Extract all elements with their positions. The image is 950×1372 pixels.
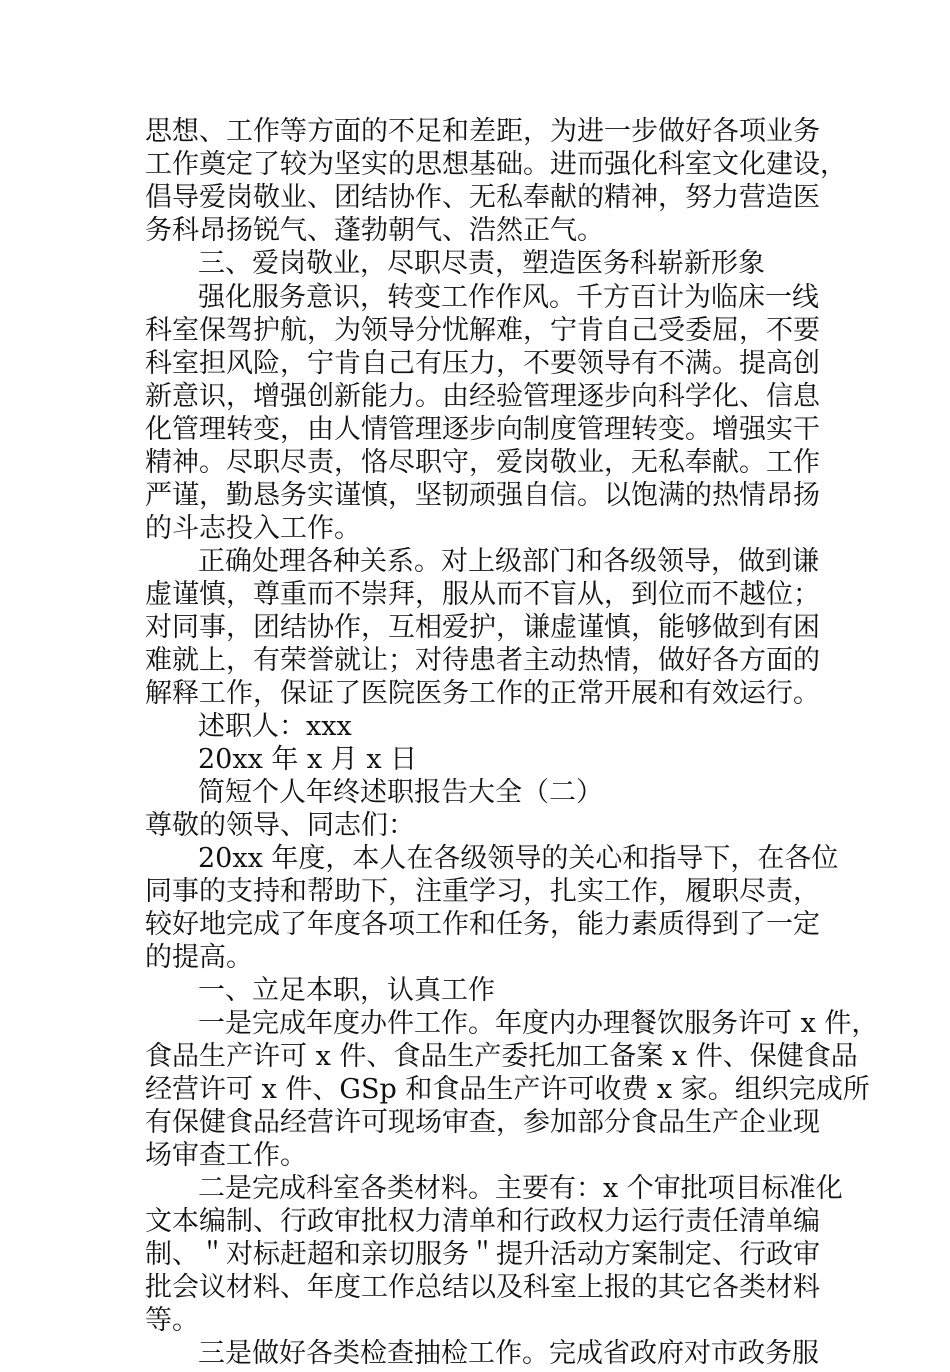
text-line: 二是完成科室各类材料。主要有：x 个审批项目标准化 bbox=[198, 1173, 843, 1204]
document-title: 简短个人年终述职报告大全（二） bbox=[198, 777, 603, 808]
text-line: 20xx 年度，本人在各级领导的关心和指导下，在各位 bbox=[198, 843, 839, 874]
text-line: 较好地完成了年度各项工作和任务，能力素质得到了一定 bbox=[145, 909, 820, 940]
text-line: 一是完成年度办件工作。年度内办理餐饮服务许可 x 件， bbox=[198, 1008, 879, 1039]
text-line: 倡导爱岗敬业、团结协作、无私奉献的精神，努力营造医 bbox=[145, 182, 820, 213]
text-line: 文本编制、行政审批权力清单和行政权力运行责任清单编 bbox=[145, 1206, 820, 1237]
text-line: 思想、工作等方面的不足和差距，为进一步做好各项业务 bbox=[145, 116, 820, 147]
text-line: 对同事，团结协作，互相爱护，谦虚谨慎，能够做到有困 bbox=[145, 612, 820, 643]
section-heading: 一、立足本职，认真工作 bbox=[198, 975, 495, 1006]
text-line: 精神。尽职尽责，恪尽职守，爱岗敬业，无私奉献。工作 bbox=[145, 447, 820, 478]
text-line: 场审查工作。 bbox=[145, 1140, 307, 1171]
text-line: 科室保驾护航，为领导分忧解难，宁肯自己受委屈，不要 bbox=[145, 315, 820, 346]
section-heading: 三、爱岗敬业，尽职尽责，塑造医务科崭新形象 bbox=[198, 248, 765, 279]
text-line: 正确处理各种关系。对上级部门和各级领导，做到谦 bbox=[198, 546, 819, 577]
date-line: 20xx 年 x 月 x 日 bbox=[198, 744, 418, 775]
text-line: 严谨，勤恳务实谨慎，坚韧顽强自信。以饱满的热情昂扬 bbox=[145, 480, 820, 511]
text-line: 等。 bbox=[145, 1305, 199, 1336]
text-line: 工作奠定了较为坚实的思想基础。进而强化科室文化建设， bbox=[145, 149, 847, 180]
text-line: 三是做好各类检查抽检工作。完成省政府对市政务服 bbox=[198, 1338, 819, 1369]
text-line: 强化服务意识，转变工作作风。千方百计为临床一线 bbox=[198, 282, 819, 313]
text-line: 的斗志投入工作。 bbox=[145, 513, 361, 544]
text-line: 虚谨慎，尊重而不崇拜，服从而不盲从，到位而不越位； bbox=[145, 579, 820, 610]
text-line: 经营许可 x 件、GSp 和食品生产许可收费 x 家。组织完成所 bbox=[145, 1074, 870, 1105]
text-line: 新意识，增强创新能力。由经验管理逐步向科学化、信息 bbox=[145, 381, 820, 412]
text-line: 批会议材料、年度工作总结以及科室上报的其它各类材料 bbox=[145, 1272, 820, 1303]
signature-line: 述职人：xxx bbox=[198, 711, 352, 742]
text-line: 的提高。 bbox=[145, 942, 253, 973]
text-line: 科室担风险，宁肯自己有压力，不要领导有不满。提高创 bbox=[145, 348, 820, 379]
text-line: 制、＂对标赶超和亲切服务＂提升活动方案制定、行政审 bbox=[145, 1239, 820, 1270]
text-line: 有保健食品经营许可现场审查，参加部分食品生产企业现 bbox=[145, 1107, 820, 1138]
text-line: 解释工作，保证了医院医务工作的正常开展和有效运行。 bbox=[145, 678, 820, 709]
text-line: 务科昂扬锐气、蓬勃朝气、浩然正气。 bbox=[145, 215, 604, 246]
text-line: 难就上，有荣誉就让；对待患者主动热情，做好各方面的 bbox=[145, 645, 820, 676]
text-line: 化管理转变，由人情管理逐步向制度管理转变。增强实干 bbox=[145, 414, 820, 445]
text-line: 同事的支持和帮助下，注重学习，扎实工作，履职尽责， bbox=[145, 876, 820, 907]
text-line: 食品生产许可 x 件、食品生产委托加工备案 x 件、保健食品 bbox=[145, 1041, 858, 1072]
salutation: 尊敬的领导、同志们： bbox=[145, 810, 415, 841]
